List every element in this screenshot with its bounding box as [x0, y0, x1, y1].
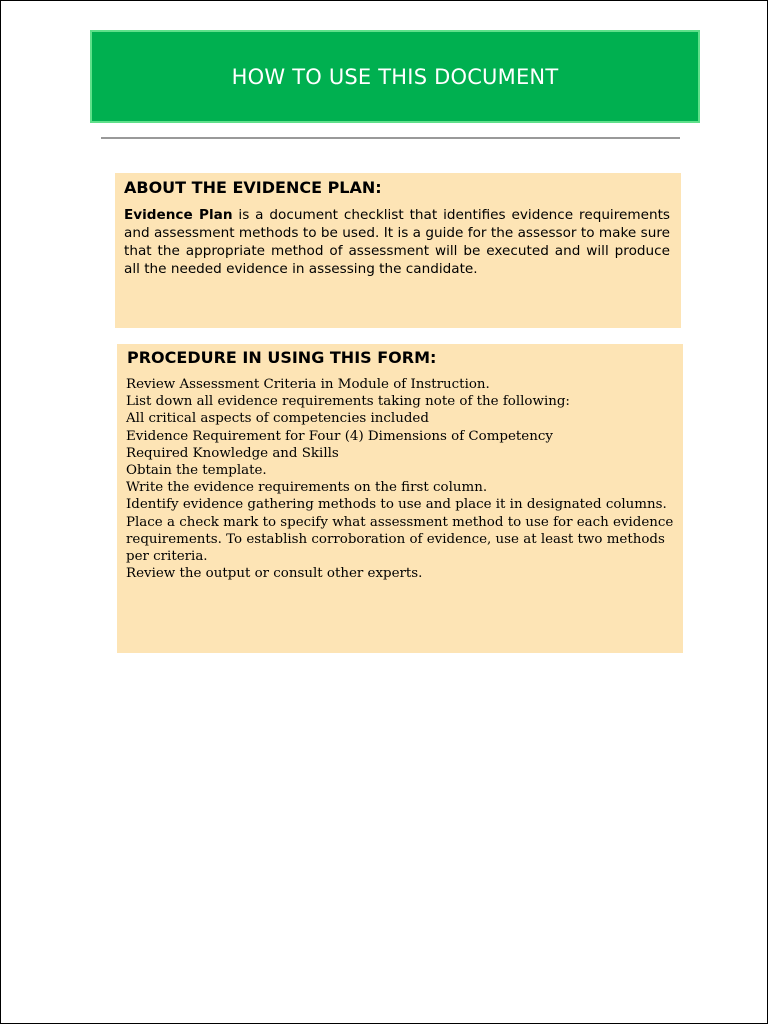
about-paragraph [124, 206, 670, 278]
procedure-line: Review the output or consult other experts. [126, 566, 423, 582]
procedure-list [126, 376, 674, 582]
procedure-line: Evidence Requirement for Four (4) Dimensions of Competency [126, 428, 553, 444]
about-heading: ABOUT THE EVIDENCE PLAN: [124, 178, 382, 197]
procedure-line: Place a check mark to specify what assessment method to use for each evidence requirements. To establish corroboration of evidence, use at least two methods per criteria. [126, 514, 674, 565]
page-title: HOW TO USE THIS DOCUMENT [231, 64, 559, 89]
procedure-heading: PROCEDURE IN USING THIS FORM: [127, 348, 437, 367]
procedure-line: Write the evidence requirements on the first column. [126, 480, 488, 496]
procedure-line: Identify evidence gathering methods to use and place it in designated columns. [126, 497, 667, 513]
evidence-plan-term: Evidence Plan [124, 207, 233, 223]
procedure-line: All critical aspects of competencies included [126, 411, 429, 427]
section-divider [101, 137, 680, 139]
procedure-line: List down all evidence requirements taking note of the following: [126, 394, 570, 410]
procedure-line: Required Knowledge and Skills [126, 445, 339, 461]
procedure-box [117, 344, 683, 653]
procedure-line: Review Assessment Criteria in Module of Instruction. [126, 377, 490, 392]
procedure-line: Obtain the template. [126, 463, 267, 479]
title-banner [90, 30, 700, 123]
about-evidence-plan-box [115, 173, 681, 328]
about-body-text: is a document checklist that identifies evidence requirements and assessment methods to be used. It is a guide for the assessor to make sure that the appropriate method of assessment will be executed and will produce all the needed evidence in assessing the candidate. [124, 207, 671, 277]
